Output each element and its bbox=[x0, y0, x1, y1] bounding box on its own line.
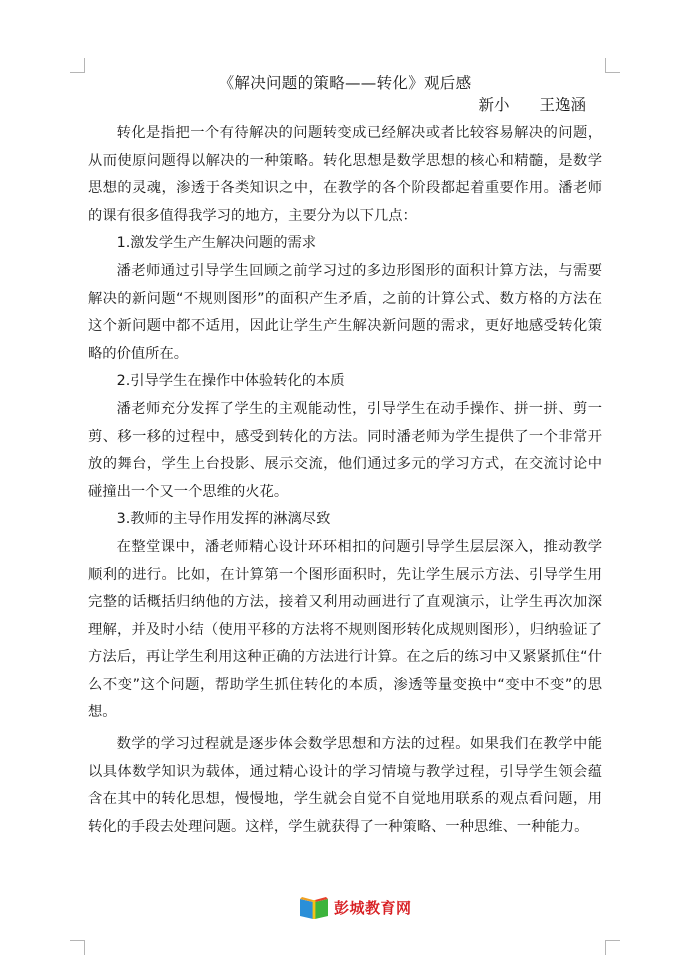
book-logo-icon bbox=[298, 893, 330, 921]
crop-mark-top-right bbox=[605, 58, 620, 73]
watermark-logo bbox=[298, 893, 412, 921]
author-line bbox=[88, 94, 586, 116]
section-heading-1: 1.激发学生产生解决问题的需求 bbox=[116, 235, 317, 252]
section-body-2: 潘老师充分发挥了学生的主观能动性，引导学生在动手操作、拼一拼、剪一剪、移一移的过程中，感受到转化的方法。同时潘老师为学生提供了一个非常开放的舞台，学生上台投影、展示交流，他们通过多元的学习方式，在交流讨论中碰撞出一个又一个思维的火花。 bbox=[88, 400, 602, 500]
crop-mark-bottom-right bbox=[605, 940, 620, 955]
author-name: 王逸涵 bbox=[539, 96, 586, 114]
watermark-text: 彭城教育网 bbox=[334, 898, 412, 917]
section-body-3: 在整堂课中，潘老师精心设计环环相扣的问题引导学生层层深入，推动教学顺利的进行。比如，在计算第一个图形面积时，先让学生展示方法、引导学生用完整的话概括归纳他的方法，接着又利用动画进行了直观演示，让学生再次加深理解，并及时小结（使用平移的方法将不规则图形转化成规则图形），归纳验证了方法后，再让学生利用这种正确的方法进行计算。在之后的练习中又紧紧抓住“什么不变”这个问题，帮助学生抓住转化的本质，渗透等量变换中“变中不变”的思想。 bbox=[88, 538, 602, 721]
section-body-1: 潘老师通过引导学生回顾之前学习过的多边形图形的面积计算方法，与需要解决的新问题“不规则图形”的面积产生矛盾，之前的计算公式、数方格的方法在这个新问题中都不适用，因此让学生产生解决新问题的需求，更好地感受转化策略的价值所在。 bbox=[88, 262, 602, 362]
document-page bbox=[88, 72, 602, 841]
section-heading-3: 3.教师的主导作用发挥的淋漓尽致 bbox=[116, 511, 331, 528]
intro-paragraph: 转化是指把一个有待解决的问题转变成已经解决或者比较容易解决的问题，从而使原问题得以解决的一种策略。转化思想是数学思想的核心和精髓，是数学思想的灵魂，渗透于各类知识之中，在教学的各个阶段都起着重要作用。潘老师的课有很多值得我学习的地方，主要分为以下几点： bbox=[88, 125, 602, 224]
crop-mark-bottom-left bbox=[70, 940, 85, 955]
conclusion-paragraph: 数学的学习过程就是逐步体会数学思想和方法的过程。如果我们在教学中能以具体数学知识为载体，通过精心设计的学习情境与教学过程，引导学生领会蕴含在其中的转化思想，慢慢地，学生就会自觉不自觉地用联系的观点看问题，用转化的手段去处理问题。这样，学生就获得了一种策略、一种思维、一种能力。 bbox=[88, 736, 602, 835]
crop-mark-top-left bbox=[70, 58, 85, 73]
section-heading-2: 2.引导学生在操作中体验转化的本质 bbox=[116, 373, 345, 390]
document-title: 《解决问题的策略——转化》观后感 bbox=[218, 74, 472, 92]
author-class: 新小 bbox=[478, 96, 510, 114]
